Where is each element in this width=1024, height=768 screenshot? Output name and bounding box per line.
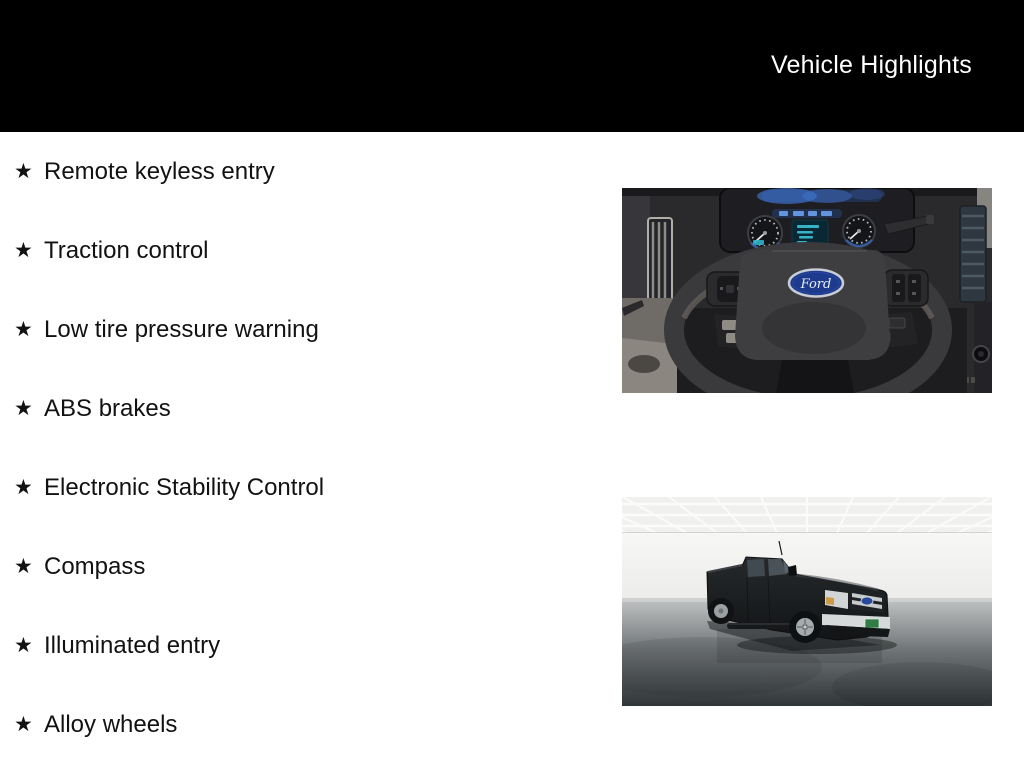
feature-label: ABS brakes: [44, 394, 171, 422]
feature-label: Low tire pressure warning: [44, 315, 319, 343]
steering-wheel-illustration: [622, 188, 992, 393]
list-item: [0, 290, 600, 369]
star-bullet-icon: ★: [14, 239, 33, 262]
feature-label: Remote keyless entry: [44, 157, 275, 185]
page-title: Vehicle Highlights: [771, 51, 972, 79]
list-item: [0, 685, 600, 764]
star-bullet-icon: ★: [14, 476, 33, 499]
ford-logo-icon: [789, 270, 843, 297]
list-item: [0, 606, 600, 685]
star-bullet-icon: ★: [14, 555, 33, 578]
feature-label: Alloy wheels: [44, 710, 178, 738]
truck-showroom-photo: [622, 497, 992, 706]
truck-illustration: [622, 497, 992, 706]
feature-label: Traction control: [44, 236, 209, 264]
features-list: [0, 132, 600, 764]
list-item: [0, 211, 600, 290]
steering-wheel-photo: [622, 188, 992, 393]
header-bar: [0, 0, 1024, 132]
star-bullet-icon: ★: [14, 318, 33, 341]
star-bullet-icon: ★: [14, 397, 33, 420]
feature-label: Electronic Stability Control: [44, 473, 325, 501]
star-bullet-icon: ★: [14, 634, 33, 657]
feature-label: Compass: [44, 552, 146, 580]
list-item: [0, 527, 600, 606]
feature-label: Illuminated entry: [44, 631, 221, 659]
star-bullet-icon: ★: [14, 713, 33, 736]
list-item: [0, 369, 600, 448]
list-item: [0, 448, 600, 527]
svg-text:Ford: Ford: [800, 277, 832, 292]
star-bullet-icon: ★: [14, 160, 33, 183]
list-item: [0, 132, 600, 211]
